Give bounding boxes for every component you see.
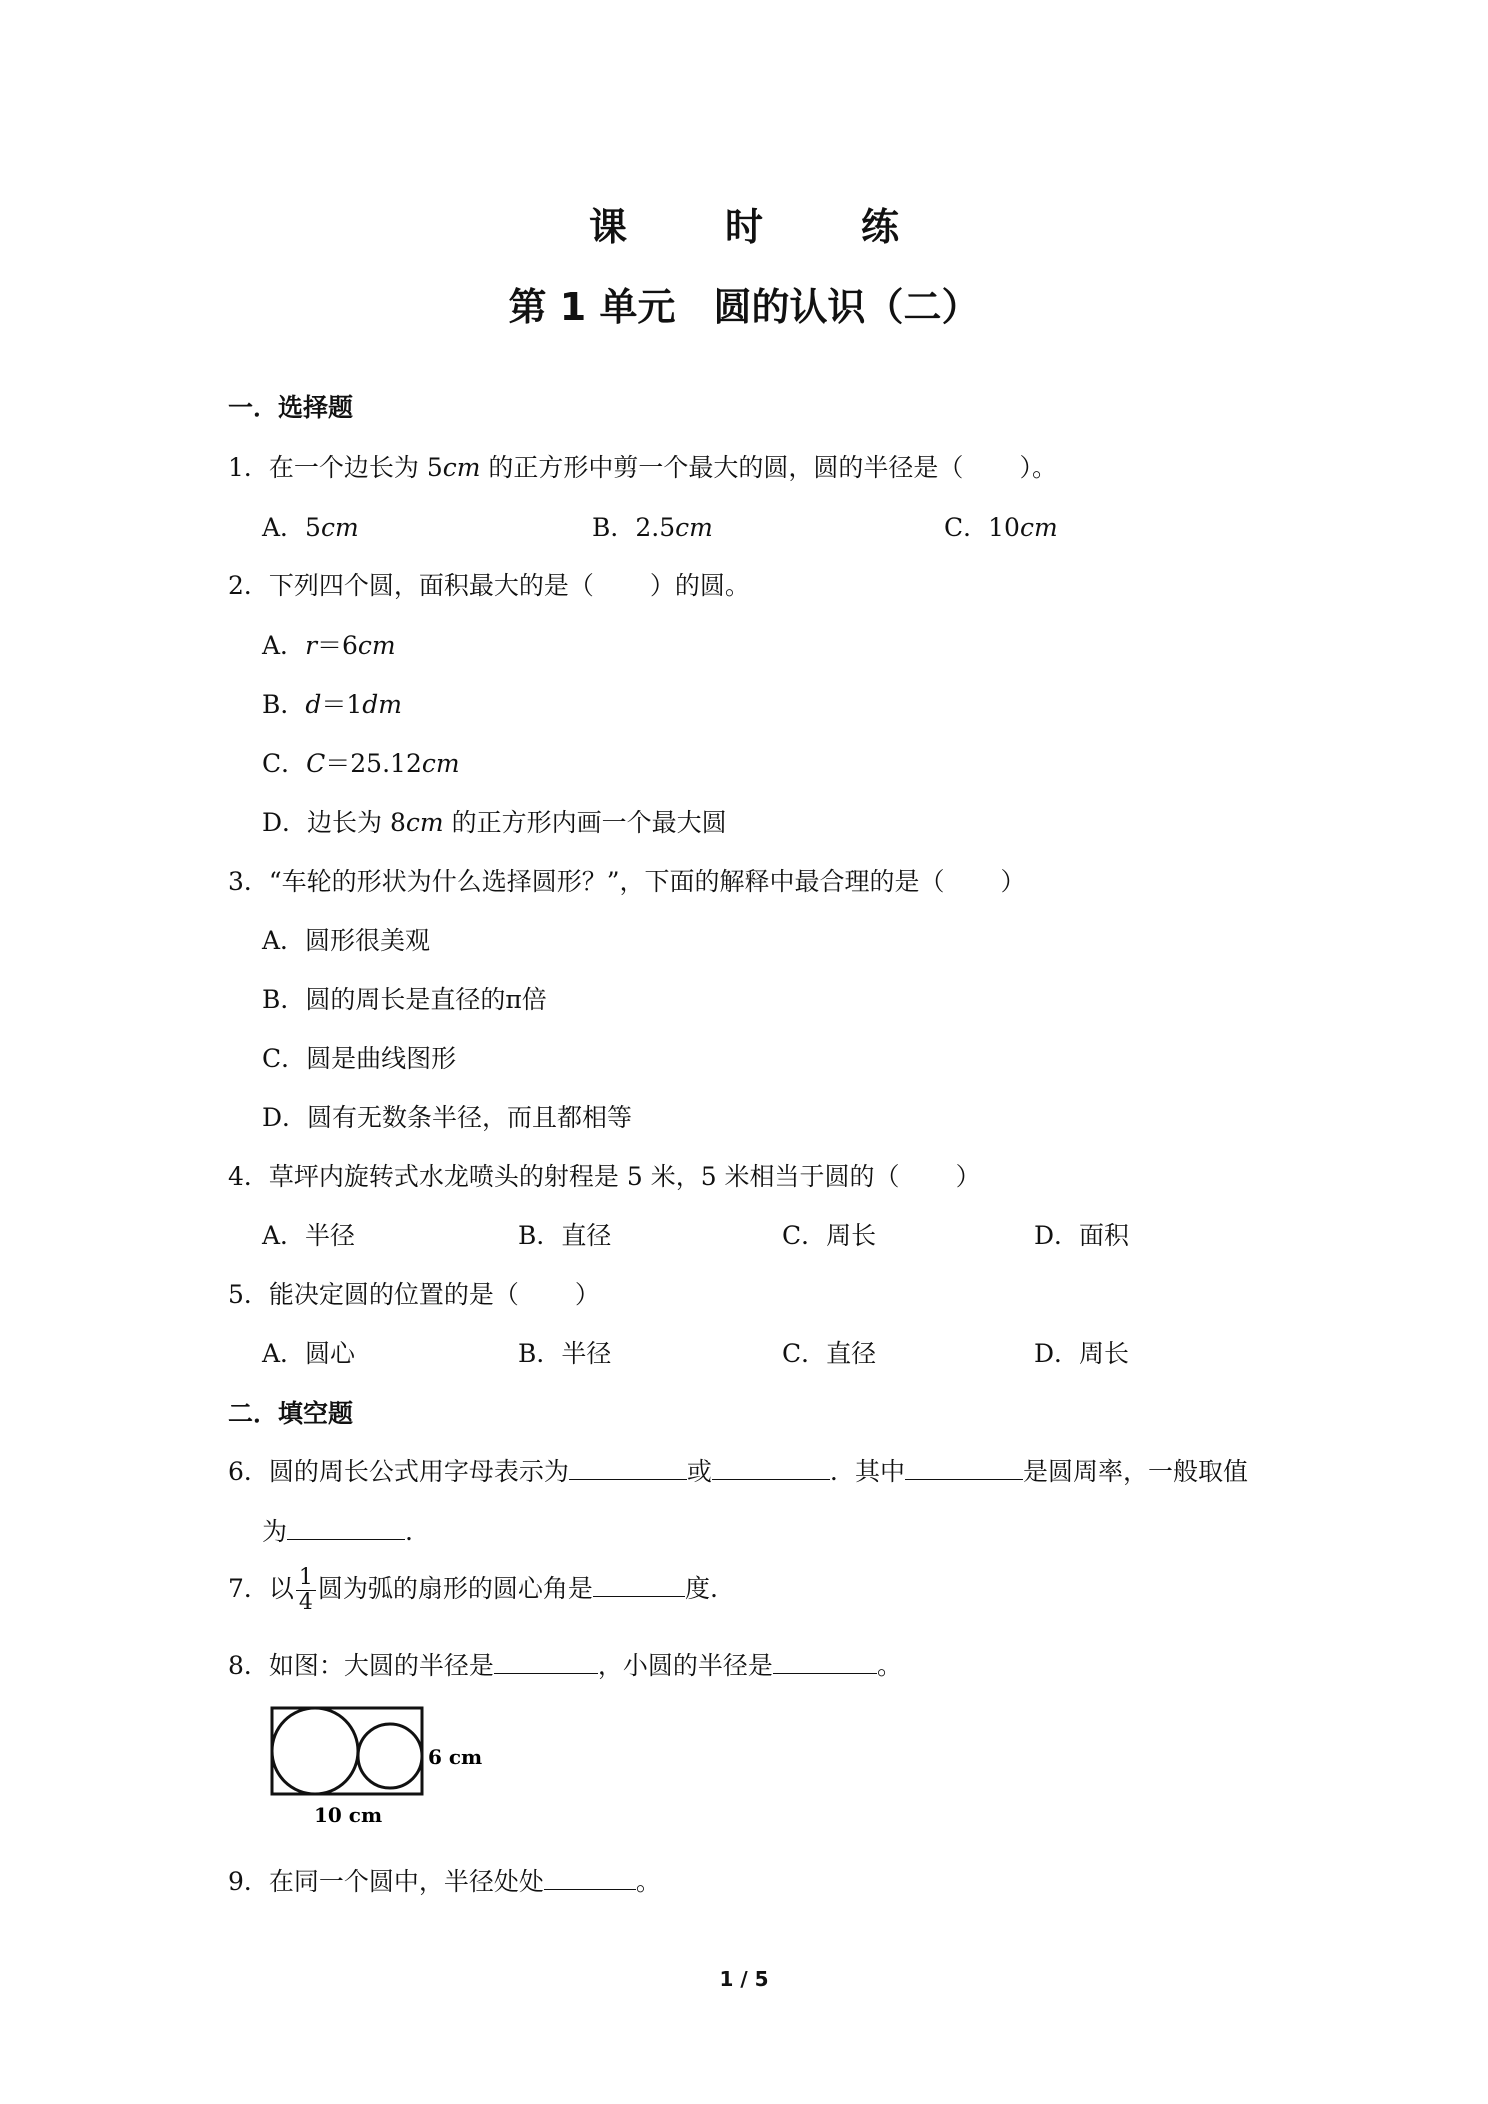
- question-6-cont: 为 .: [262, 1517, 413, 1546]
- page-subtitle: 第 1 单元 圆的认识（二）: [508, 285, 980, 329]
- question-number: 2．: [228, 571, 269, 600]
- question-text: ）: [955, 1162, 981, 1191]
- question-6: 6．圆的周长公式用字母表示为 或 ．其中 是圆周率，一般取值: [228, 1457, 1248, 1486]
- circles-in-rectangle-figure: [262, 1700, 492, 1828]
- q3-option-a[interactable]: A．圆形很美观: [262, 926, 431, 955]
- question-number: 1．: [228, 453, 269, 482]
- question-text: 的正方形中剪一个最大的圆，圆的半径是（: [480, 453, 964, 482]
- q3-option-b[interactable]: B．圆的周长是直径的π倍: [262, 985, 547, 1014]
- question-2: [228, 566, 750, 602]
- q5-option-d[interactable]: D．周长: [1034, 1339, 1130, 1368]
- q5-option-a[interactable]: A．圆心: [262, 1339, 356, 1368]
- question-text: ）的圆。: [649, 571, 750, 600]
- question-number: 7．: [228, 1574, 269, 1603]
- question-number: 3．: [228, 867, 269, 896]
- answer-blank[interactable]: [544, 1865, 636, 1890]
- q1-option-b[interactable]: B．2.5cm: [592, 513, 713, 542]
- question-3: [228, 862, 1026, 898]
- question-text: ）。: [1019, 453, 1057, 482]
- q4-option-b[interactable]: B．直径: [518, 1221, 612, 1250]
- answer-blank[interactable]: [287, 1515, 405, 1540]
- q5-option-b[interactable]: B．半径: [518, 1339, 612, 1368]
- question-1: [228, 448, 1057, 484]
- section-choice: 一．选择题: [228, 393, 354, 422]
- answer-blank[interactable]: [712, 1455, 830, 1480]
- unit: cm: [442, 453, 481, 482]
- page-number: 1 / 5: [719, 1967, 769, 1991]
- question-4: [228, 1157, 981, 1193]
- page-title: 课 时 练: [588, 205, 929, 249]
- question-number: 4．: [228, 1162, 269, 1191]
- width-label: 10 cm: [314, 1803, 383, 1827]
- q1-option-c[interactable]: C．10cm: [944, 513, 1058, 542]
- q4-option-d[interactable]: D．面积: [1034, 1221, 1130, 1250]
- q3-option-c[interactable]: C．圆是曲线图形: [262, 1044, 457, 1073]
- question-8: 8．如图：大圆的半径是 ，小圆的半径是 。: [228, 1651, 902, 1680]
- q2-option-b[interactable]: B．d＝1dm: [262, 690, 403, 719]
- question-text: “车轮的形状为什么选择圆形？”，下面的解释中最合理的是（: [268, 867, 945, 896]
- answer-blank[interactable]: [773, 1649, 877, 1674]
- big-circle-shape: [272, 1708, 358, 1794]
- question-9: 9．在同一个圆中，半径处处 。: [228, 1867, 661, 1896]
- question-number: 5．: [228, 1280, 269, 1309]
- question-text: 能决定圆的位置的是（: [268, 1280, 519, 1309]
- fraction: $\frac{1}{4}$: [296, 1566, 316, 1615]
- q3-option-d[interactable]: D．圆有无数条半径，而且都相等: [262, 1103, 633, 1132]
- q2-option-d[interactable]: D．边长为 8cm 的正方形内画一个最大圆: [262, 808, 727, 837]
- question-text: 在一个边长为 5: [268, 453, 443, 482]
- q1-option-a[interactable]: A．5cm: [262, 513, 359, 542]
- q5-option-c[interactable]: C．直径: [782, 1339, 877, 1368]
- section-fill: 二．填空题: [228, 1399, 354, 1428]
- answer-blank[interactable]: [494, 1649, 598, 1674]
- question-number: 8．: [228, 1651, 269, 1680]
- question-text: ）: [1000, 867, 1026, 896]
- answer-blank[interactable]: [569, 1455, 687, 1480]
- question-7: 7．以 $\frac{1}{4}$ 圆为弧的扇形的圆心角是 度.: [228, 1565, 718, 1615]
- question-text: 下列四个圆，面积最大的是（: [268, 571, 594, 600]
- q2-option-c[interactable]: C．C＝25.12cm: [262, 749, 460, 778]
- question-text: ）: [574, 1280, 600, 1309]
- q4-option-c[interactable]: C．周长: [782, 1221, 877, 1250]
- question-number: 9．: [228, 1867, 269, 1896]
- question-number: 6．: [228, 1457, 269, 1486]
- answer-blank[interactable]: [593, 1572, 685, 1597]
- small-circle-shape: [358, 1724, 422, 1788]
- answer-blank[interactable]: [905, 1455, 1023, 1480]
- question-text: 草坪内旋转式水龙喷头的射程是 5 米，5 米相当于圆的（: [268, 1162, 900, 1191]
- q2-option-a[interactable]: A．r＝6cm: [262, 631, 396, 660]
- question-5: [228, 1275, 600, 1311]
- height-label: 6 cm: [428, 1745, 483, 1769]
- q4-option-a[interactable]: A．半径: [262, 1221, 356, 1250]
